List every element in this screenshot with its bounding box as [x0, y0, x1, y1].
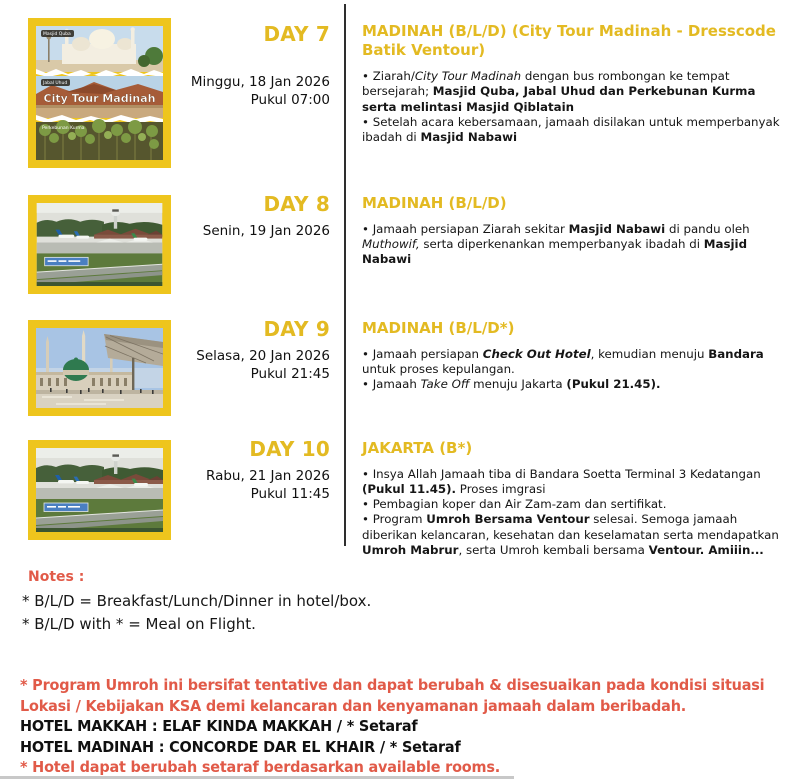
day7-description [362, 22, 792, 145]
footer-hotel-madinah: HOTEL MADINAH : CONCORDE DAR EL KHAIR / * Setaraf [20, 737, 461, 756]
day7-date: Minggu, 18 Jan 2026 [190, 74, 330, 90]
itinerary-bullet: • Insya Allah Jamaah tiba di Bandara Soetta Terminal 3 Kedatangan (Pukul 11.45). Proses imgrasi [362, 467, 761, 497]
day7-schedule [150, 22, 330, 109]
day10-date: Rabu, 21 Jan 2026 [206, 468, 330, 484]
day9-title: MADINAH (B/L/D*) [362, 319, 515, 337]
day8-description [362, 194, 792, 267]
photo-label-badge [41, 30, 74, 37]
day8-label: DAY 8 [263, 192, 330, 216]
footer-hotel-change-note: * Hotel dapat berubah setaraf berdasarkan available rooms. [20, 758, 501, 777]
day10-label: DAY 10 [249, 437, 330, 461]
day10-title: JAKARTA (B*) [362, 439, 473, 457]
day9-label: DAY 9 [263, 317, 330, 341]
notes-section [22, 569, 522, 636]
footer-disclaimer [20, 675, 800, 778]
itinerary-bullet: • Program Umroh Bersama Ventour selesai. Semoga jamaah diberikan kelancaran, kesehatan dan keselamatan serta mendapatkan Umroh Mabrur, serta Umroh kembali bersama Ventour. Amiiin... [362, 512, 779, 557]
day7-time: Pukul 07:00 [250, 92, 330, 108]
photo-label-perkebunan-kurma: Perkebunan Kurma [42, 126, 85, 131]
itinerary-bullet: • Jamaah Take Off menuju Jakarta (Pukul 21.45). [362, 377, 661, 392]
photo-label-badge [41, 79, 70, 86]
masjid-nabawi-image [36, 328, 163, 408]
day8-schedule [150, 192, 330, 240]
itinerary-bullet: • Ziarah/City Tour Madinah dengan bus rombongan ke tempat bersejarah; Masjid Quba, Jabal Uhud dan Perkebunan Kurma serta melintasi Masjid Qiblatain [362, 69, 756, 114]
day8-bullets [362, 222, 792, 267]
photo-label-masjid-quba: Masjid Quba [43, 32, 71, 38]
day7-bullets [362, 69, 792, 144]
day8-title: MADINAH (B/L/D) [362, 194, 507, 212]
day9-time: Pukul 21:45 [250, 366, 330, 382]
day9-bullets [362, 347, 792, 392]
note-line-meal-on-flight: * B/L/D with * = Meal on Flight. [22, 615, 256, 633]
day9-description [362, 319, 792, 392]
note-line-bld: * B/L/D = Breakfast/Lunch/Dinner in hotel/box. [22, 592, 372, 610]
photo-caption-city-tour-madinah: City Tour Madinah [43, 92, 156, 105]
day8-date: Senin, 19 Jan 2026 [202, 223, 330, 239]
airport-image [36, 203, 163, 286]
airport-image [36, 448, 163, 532]
city-tour-collage-image [36, 26, 163, 160]
day10-time: Pukul 11:45 [250, 486, 330, 502]
day10-description [362, 439, 792, 558]
day9-schedule [150, 317, 330, 383]
column-divider [344, 4, 346, 546]
itinerary-bullet: • Setelah acara kebersamaan, jamaah disilakan untuk memperbanyak ibadah di Masjid Nabawi [362, 114, 780, 144]
itinerary-bullet: • Jamaah persiapan Ziarah sekitar Masjid Nabawi di pandu oleh Muthowif, serta diperkenankan memperbanyak ibadah di Masjid Nabawi [362, 222, 750, 267]
photo-label-jabal-uhud: Jabal Uhud [43, 81, 68, 87]
notes-heading: Notes : [28, 569, 85, 585]
day10-bullets [362, 467, 792, 558]
itinerary-bullet: • Jamaah persiapan Check Out Hotel, kemudian menuju Bandara untuk proses kepulangan. [362, 347, 764, 377]
day7-title: MADINAH (B/L/D) (City Tour Madinah - Dresscode Batik Ventour) [362, 22, 776, 60]
footer-hotel-makkah: HOTEL MAKKAH : ELAF KINDA MAKKAH / * Setaraf [20, 717, 418, 736]
footer-tentative-disclaimer: * Program Umroh ini bersifat tentative dan dapat berubah & disesuaikan pada kondisi situasi Lokasi / Kebijakan KSA demi kelancaran dan kenyamanan jamaah dalam beribadah. [20, 676, 765, 715]
day10-schedule [150, 437, 330, 503]
day9-date: Selasa, 20 Jan 2026 [196, 348, 330, 364]
day7-label: DAY 7 [263, 22, 330, 46]
itinerary-bullet: • Pembagian koper dan Air Zam-zam dan sertifikat. [362, 497, 667, 512]
